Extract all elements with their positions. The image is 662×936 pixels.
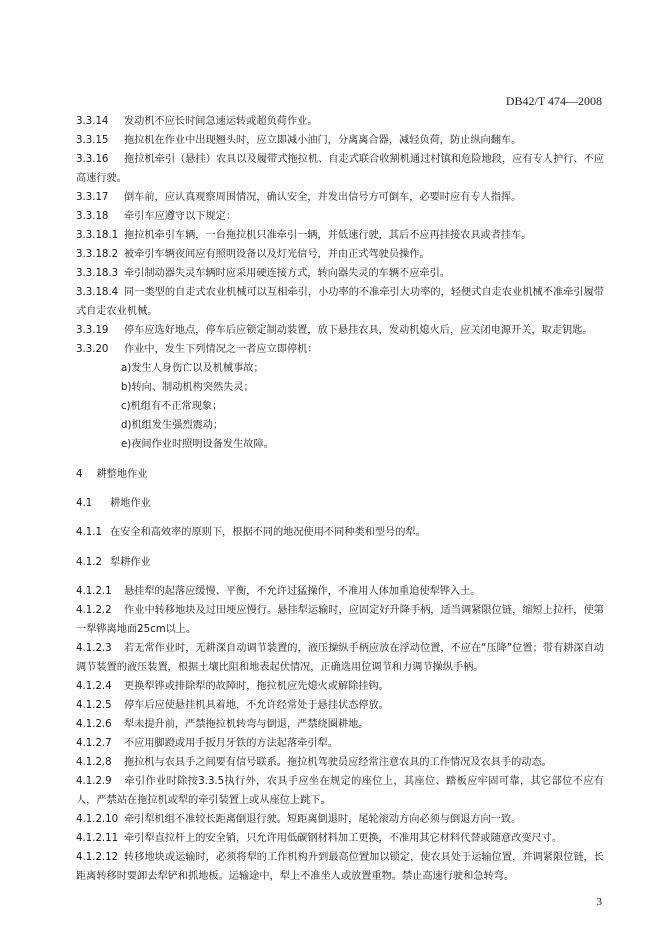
clause [76, 131, 604, 150]
clause [76, 753, 604, 772]
clause-number: 4.1.2.10 [76, 813, 119, 825]
clause-text: 停车后应使悬挂机具着地，不允许经常处于悬挂状态停放。 [124, 699, 389, 711]
subsection-heading [76, 494, 604, 513]
clause [76, 677, 604, 696]
clause-text: 倒车前，应认真观察周围情况，确认安全，并发出信号方可倒车，必要时应有专人指挥。 [124, 192, 522, 203]
clause-number: 3.3.18.3 [76, 268, 119, 279]
clause-text: 不应用脚蹬或用手扳月牙铁的方法起落牵引犁。 [124, 737, 338, 749]
document-body [76, 112, 604, 886]
clause-text: 拖拉机牵引（悬挂）农具以及履带式拖拉机、自走式联合收割机通过村镇和危险地段，应有专人护行、不应高速行驶。 [76, 154, 604, 184]
clause [76, 340, 604, 359]
clause [76, 283, 604, 321]
clause-number: 3.3.17 [76, 192, 109, 203]
list-item: c)机组有不正常现象； [121, 401, 223, 412]
list-item: a)发生人身伤亡以及机械事故； [121, 363, 264, 374]
clause-number: 4.1.2.2 [76, 604, 112, 616]
list-item: e)夜间作业时照明设备发生故障。 [121, 439, 274, 450]
clause-number: 4.1.2.9 [76, 775, 112, 787]
clause [76, 112, 604, 131]
clause-number: 4.1.2.7 [76, 737, 112, 749]
clause [76, 188, 604, 207]
clause-text: 更换犁铧或排除犁的故障时，拖拉机应先熄火或解除挂钩。 [124, 680, 389, 692]
standard-code: DB42/T 474—2008 [505, 94, 602, 108]
clause-number: 3.3.19 [76, 325, 109, 336]
clause [76, 810, 604, 829]
clause [76, 150, 604, 188]
clause-text: 作业中转移地块及过田埂应慢行。悬挂犁运输时，应固定好升降手柄，适当调紧限位链，缩短上拉杆，使第一犁铧离地面25cm以上。 [76, 604, 604, 635]
clause-text: 牵引犁机组不准较长距离倒退行驶。短距离倒退时，尾轮滚动方向必须与倒退方向一致。 [124, 813, 522, 825]
clause [76, 245, 604, 264]
clause-number: 3.3.18.1 [76, 230, 119, 241]
clause [76, 523, 604, 542]
clause [76, 264, 604, 283]
clause [76, 696, 604, 715]
clause-number: 4.1.2.3 [76, 642, 112, 654]
clause-number: 4.1.2.6 [76, 718, 112, 730]
page-number: 3 [596, 896, 602, 908]
subsection-number: 4.1 [76, 498, 93, 510]
section-heading [76, 465, 604, 484]
clause-text: 被牵引车辆夜间应有照明设备以及灯光信号，并由正式驾驶员操作。 [124, 249, 430, 260]
subsection-title: 犁耕作业 [110, 556, 151, 568]
clause-text: 同一类型的自走式农业机械可以互相牵引，小功率的不准牵引大功率的，轻便式自走农业机械不准牵引履带式自走农业机械。 [76, 287, 604, 317]
clause-number: 3.3.15 [76, 135, 109, 146]
clause-text: 若无常作业时，无耕深自动调节装置的，液压操纵手柄应放在浮动位置，不应在“压降”位置；带有耕深自动调节装置的液压装置，根据土壤比阻和地表起伏情况，正确选用位调节和力调节操纵手柄。 [76, 642, 604, 673]
clause [76, 321, 604, 340]
clause-text: 转移地块或运输时，必须将犁的工作机构升到最高位置加以锁定，使农具处于运输位置，并调紧限位链，长距离转移时要卸去犁铲和抓地板。运输途中，犁上不准坐人或放置重物。禁止高速行驶和急转弯。 [76, 851, 604, 882]
clause-number: 4.1.2.4 [76, 680, 112, 692]
clause-number: 3.3.18.2 [76, 249, 119, 260]
clause-text: 发动机不应长时间急速运转或超负荷作业。 [124, 116, 318, 127]
clause-number: 4.1.2.5 [76, 699, 112, 711]
subsection-number: 4.1.2 [76, 556, 102, 568]
clause [76, 582, 604, 601]
clause [76, 734, 604, 753]
clause-number: 3.3.14 [76, 116, 109, 127]
clause [76, 715, 604, 734]
subsection-heading [76, 553, 604, 572]
clause-text: 拖拉机与农具手之间要有信号联系。拖拉机驾驶员应经常注意农具的工作情况及农具手的动态。 [124, 756, 552, 768]
clause-number: 3.3.18.4 [76, 287, 119, 298]
clause-text: 牵引犁直拉杆上的安全销，只允许用低碳钢材料加工更换，不准用其它材料代替或随意改变尺寸。 [124, 832, 563, 844]
clause-text: 作业中，发生下列情况之一者应立即停机： [124, 344, 318, 355]
subsection-title: 耕地作业 [110, 498, 151, 510]
section-number: 4 [76, 469, 83, 480]
list-item: b)转向、制动机构突然失灵； [121, 382, 254, 393]
clause [76, 207, 604, 226]
clause [76, 601, 604, 639]
clause [76, 772, 604, 810]
clause-text: 悬挂犁的起落应缓慢、平衡，不允许过猛操作，不准用人体加重迫使犁铧入土。 [124, 585, 481, 597]
clause-number: 4.1.2.8 [76, 756, 112, 768]
clause-text: 牵引车应遵守以下规定： [124, 211, 237, 222]
clause-number: 4.1.2.1 [76, 585, 112, 597]
section-title: 耕整地作业 [96, 469, 148, 480]
clause-text: 犁未提升前，严禁拖拉机转弯与倒退，严禁绕圈耕地。 [124, 718, 369, 730]
clause-text: 停车应选好地点，停车后应锁定制动装置，放下悬挂农具，发动机熄火后，应关闭电源开关，取走钥匙。 [124, 325, 593, 336]
clause [76, 639, 604, 677]
clause-number: 4.1.1 [76, 527, 102, 539]
clause-number: 4.1.2.12 [76, 851, 119, 863]
clause [76, 848, 604, 886]
clause-number: 3.3.18 [76, 211, 109, 222]
clause-number: 4.1.2.11 [76, 832, 119, 844]
clause-text: 牵引制动器失灵车辆时应采用硬连接方式，转向器失灵的车辆不应牵引。 [124, 268, 450, 279]
clause-text: 拖拉机在作业中出现翘头时，应立即减小油门，分离离合器，减轻负荷，防止纵向翻车。 [124, 135, 522, 146]
clause [76, 829, 604, 848]
clause [76, 226, 604, 245]
clause-number: 3.3.20 [76, 344, 109, 355]
list-item: d)机组发生强烈震动； [121, 420, 224, 431]
clause-text: 牵引作业时除按3.3.5执行外，农具手应坐在规定的座位上，其座位、踏板应牢固可靠，其它部位不应有人，严禁站在拖拉机或犁的牵引装置上或从座位上跳下。 [76, 775, 604, 806]
clause-text: 在安全和高效率的原则下，根据不同的地况使用不同种类和型号的犁。 [110, 527, 426, 539]
clause-text: 拖拉机牵引车辆，一台拖拉机只准牵引一辆，并低速行驶，其后不应再挂接农具或者挂车。 [124, 230, 532, 241]
clause-number: 3.3.16 [76, 154, 109, 165]
